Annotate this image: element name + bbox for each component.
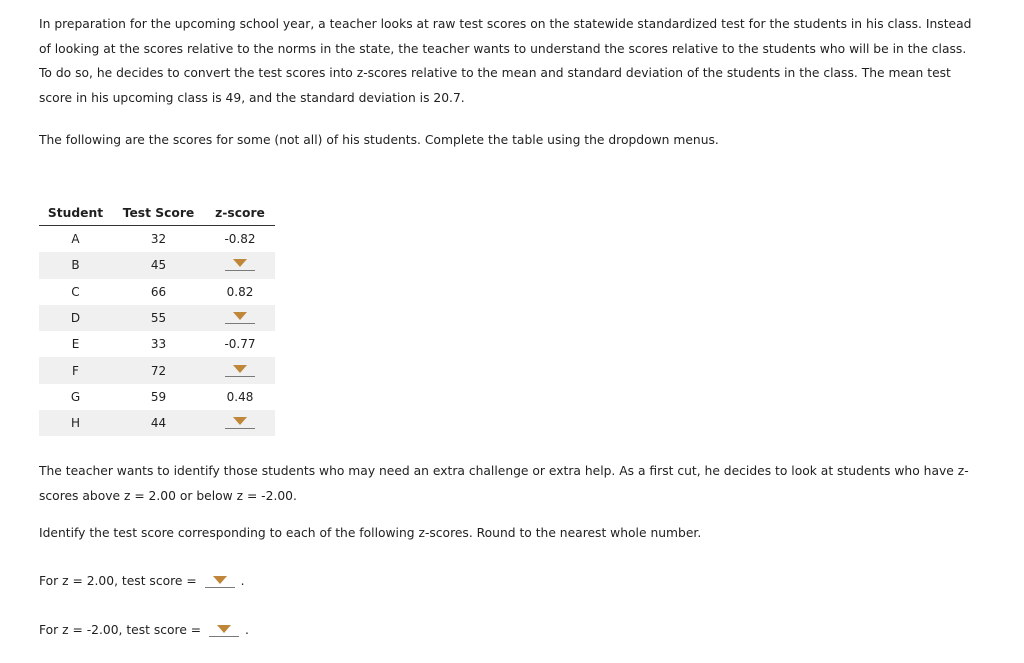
z-score-cell [205, 410, 275, 436]
answer-line-z-positive [39, 571, 245, 591]
table-row [39, 279, 275, 305]
intro-paragraph: In preparation for the upcoming school year, a teacher looks at raw test scores on the statewide standardized test for the students in his class. Instead of looking at the scores relative to the norms in the state, the teacher wants to understand the scores relative to the students who will be in the class. To do so, he decides to convert the test scores into z-scores relative to the mean and standard deviation of the students in the class. The mean test score in his upcoming class is 49, and the standard deviation is 20.7. [39, 17, 972, 105]
table-row [39, 331, 275, 357]
test-score-dropdown-z-positive[interactable] [205, 572, 235, 590]
z-score-cell: 0.48 [226, 389, 254, 404]
student-cell: G [70, 389, 81, 404]
dropdown-arrow-icon [233, 365, 247, 373]
table-header-row [39, 201, 275, 226]
dropdown-arrow-icon [233, 259, 247, 267]
z-score-cell [205, 357, 275, 383]
dropdown-arrow-icon [217, 625, 231, 633]
score-cell: 44 [112, 410, 205, 436]
dropdown-arrow-icon [213, 576, 227, 584]
z-score-dropdown-d[interactable] [225, 310, 255, 326]
z-score-dropdown-b[interactable] [225, 257, 255, 273]
score-cell: 32 [150, 232, 167, 247]
answer-line-z-negative [39, 620, 249, 640]
z-score-cell [205, 252, 275, 278]
score-cell: 33 [150, 337, 167, 352]
challenge-paragraph: The teacher wants to identify those students who may need an extra challenge or extra help. As a first cut, he decides to look at students who have z-scores above z = 2.00 or below z = -2.00. [39, 464, 969, 503]
z-score-dropdown-h[interactable] [225, 415, 255, 431]
student-cell: C [71, 284, 80, 299]
score-cell: 55 [112, 305, 205, 331]
header-z-score: z-score [205, 201, 275, 226]
z-score-table [39, 201, 275, 436]
z-negative-label: For z = -2.00, test score = [39, 623, 202, 637]
z-positive-label: For z = 2.00, test score = [39, 574, 197, 588]
z-score-cell: -0.82 [224, 232, 256, 247]
table-row [39, 305, 275, 331]
header-test-score: Test Score [112, 201, 205, 226]
z-score-dropdown-f[interactable] [225, 363, 255, 379]
identify-paragraph: Identify the test score corresponding to each of the following z-scores. Round to the nearest whole number. [39, 526, 702, 540]
test-score-dropdown-z-negative[interactable] [209, 621, 239, 639]
header-student: Student [39, 201, 112, 226]
period: . [245, 623, 249, 637]
table-row [39, 384, 275, 410]
score-cell: 59 [150, 389, 167, 404]
period: . [240, 574, 245, 588]
table-row [39, 226, 275, 253]
z-score-cell: 0.82 [226, 284, 254, 299]
table-row [39, 410, 275, 436]
student-cell: D [39, 305, 112, 331]
score-cell: 66 [150, 284, 167, 299]
z-score-cell [205, 305, 275, 331]
table-row [39, 252, 275, 278]
z-score-cell: -0.77 [224, 337, 256, 352]
table-row [39, 357, 275, 383]
score-cell: 72 [112, 357, 205, 383]
score-cell: 45 [112, 252, 205, 278]
dropdown-arrow-icon [233, 312, 247, 320]
dropdown-arrow-icon [233, 417, 247, 425]
student-cell: E [71, 337, 80, 352]
student-cell: H [39, 410, 112, 436]
instruction-paragraph: The following are the scores for some (not all) of his students. Complete the table using the dropdown menus. [39, 133, 719, 147]
student-cell: F [39, 357, 112, 383]
student-cell: A [71, 232, 80, 247]
student-cell: B [39, 252, 112, 278]
